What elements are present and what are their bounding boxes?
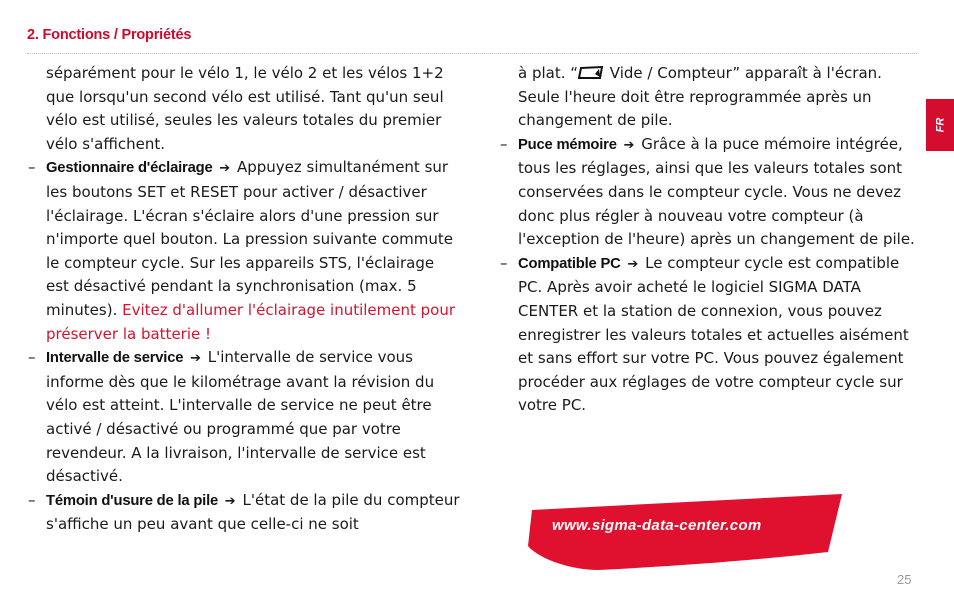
language-tab — [926, 99, 954, 151]
language-tab-label: FR — [933, 117, 946, 133]
list-dash: – — [28, 158, 36, 177]
list-dash: – — [500, 134, 508, 153]
page-number: 25 — [897, 572, 912, 587]
empty-battery-lcd-icon — [578, 65, 605, 80]
continuation-text-before: à plat. “ — [518, 64, 579, 82]
website-url-link[interactable]: www.sigma-data-center.com — [552, 517, 762, 534]
arrow-right-icon: ➔ — [623, 137, 635, 153]
list-item-pc-compatible — [500, 252, 918, 418]
item-text: Le compteur cycle est compatible PC. Après avoir acheté le logiciel SIGMA DATA CENTER et la station de connexion, vous pouvez enregistrer les valeurs totales et actuelles aisément et sans effort sur votre PC. Vous pouvez également procéder aux réglages de votre compteur cycle sur votre PC. — [518, 253, 909, 415]
list-dash: – — [500, 253, 508, 272]
item-title: Puce mémoire — [518, 136, 617, 153]
arrow-right-icon: ➔ — [190, 351, 201, 367]
list-item-battery-indicator — [28, 489, 460, 537]
item-title: Témoin d'usure de la pile — [46, 492, 219, 509]
arrow-right-icon: ➔ — [627, 256, 639, 272]
left-intro-paragraph: séparément pour le vélo 1, le vélo 2 et les vélos 1+2 que lorsqu'un second vélo est utilisé. Tant qu'un seul vélo est utilisé, seules les valeurs totales du premier vélo s'affichent. — [46, 64, 444, 153]
item-title: Gestionnaire d'éclairage — [46, 160, 213, 177]
item-text: Grâce à la puce mémoire intégrée, tous les réglages, ainsi que les valeurs totales sont conservées dans le compteur cycle. Vous ne devez donc plus régler à nouveau votre compteur (à l'exception de l'heure) après un changement de pile. — [518, 134, 915, 249]
left-column — [28, 62, 460, 537]
item-text: Appuyez simultanément sur les boutons SET et RESET pour activer / désactiver l'éclairage. L'écran s'éclaire alors d'une pression sur n'importe quel bouton. La pression suivante commute le compteur cycle. Sur les appareils STS, l'éclairage est désactivé pendant la synchronisation (max. 5 minutes). — [46, 158, 454, 319]
arrow-right-icon: ➔ — [224, 493, 236, 509]
item-text: L'état de la pile du compteur s'affiche un peu avant que celle-ci ne soit — [46, 490, 460, 534]
list-item-service-interval — [28, 346, 460, 489]
list-item-lighting — [28, 156, 460, 346]
header-divider — [27, 53, 917, 54]
item-title: Intervalle de service — [46, 350, 184, 367]
arrow-right-icon: ➔ — [219, 161, 231, 177]
list-item-memory-chip — [500, 133, 918, 252]
battery-warning-text: Evitez d'allumer l'éclairage inutilement pour préserver la batterie ! — [46, 300, 456, 343]
section-title: 2. Fonctions / Propriétés — [27, 27, 192, 43]
list-dash: – — [28, 348, 36, 367]
continuation-text-after: Vide / Compteur” apparaît à l'écran. Seule l'heure doit être reprogrammée après un changement de pile. — [518, 64, 882, 130]
item-text: L'intervalle de service vous informe dès que le kilométrage avant la révision du vélo est atteint. L'intervalle de service ne peut être activé / désactivé ou programmé que par votre revendeur. A la livraison, l'intervalle de service est désactivé. — [46, 348, 435, 486]
url-banner[interactable] — [528, 494, 846, 570]
right-column — [500, 62, 918, 418]
item-title: Compatible PC — [518, 255, 621, 272]
list-dash: – — [28, 490, 36, 509]
right-continuation-paragraph — [500, 62, 918, 133]
